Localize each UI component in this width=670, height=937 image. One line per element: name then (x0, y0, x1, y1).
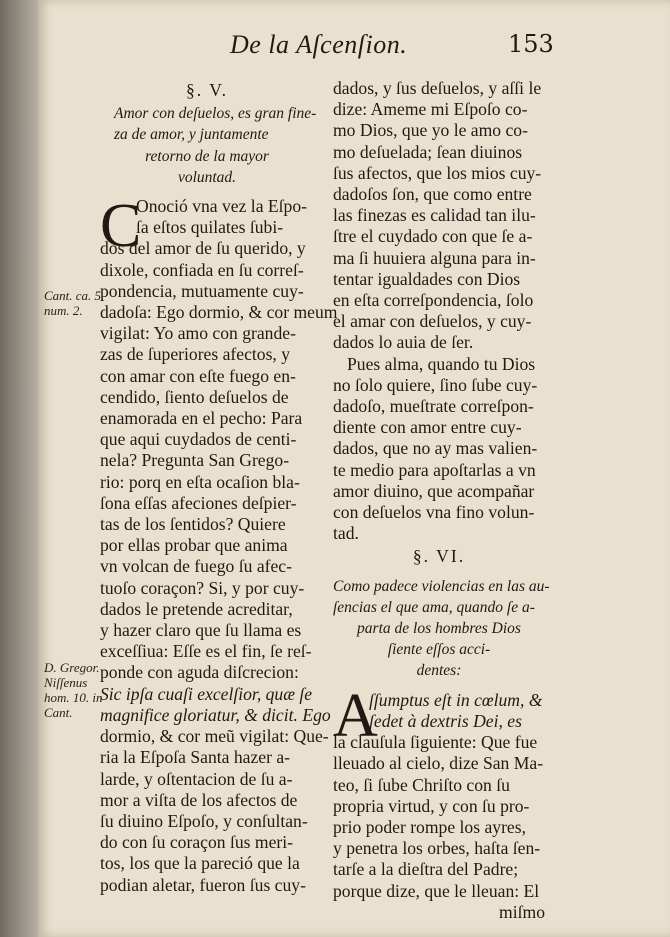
text-line: vigilat: Yo amo con grande- (100, 323, 296, 344)
section-heading: §. V. (185, 80, 229, 100)
marginal-line: Cant. (44, 705, 73, 720)
text-line: mo deſuelada; ſean diuinos (333, 141, 523, 162)
text-line: con amar con eſte fuego en- (100, 365, 296, 386)
text-line: tad. (333, 523, 359, 544)
text-line: mor a viſta de los afectos de (100, 789, 298, 810)
text-line: te medio para apoſtarlas a vn (333, 459, 536, 480)
drop-cap: A (333, 681, 378, 750)
marginal-line: Niſſenus (44, 675, 88, 690)
text-line: prio poder rompe los ayres, (333, 816, 526, 837)
text-line: ſus afectos, que los mios cuy- (333, 162, 542, 183)
text-line: no ſolo quiere, ſino ſube cuy- (333, 374, 538, 395)
section-summary-line: ſiente eſſos acci- (387, 641, 491, 659)
text-line: dixole, confiada en ſu correſ- (100, 259, 304, 280)
section-summary-line: voluntad. (177, 168, 237, 186)
text-line: cendido, ſiento deſuelos de (100, 386, 289, 407)
text-line: las finezas es calidad tan ilu- (333, 205, 536, 226)
text-line: tos, los que la pareció que la (100, 853, 300, 874)
marginal-line: hom. 10. in (44, 690, 103, 705)
text-line: dize: Ameme mi Eſpoſo co- (333, 99, 528, 120)
text-line: nela? Pregunta San Grego- (100, 450, 290, 471)
text-line: la clauſula ſiguiente: Que fue (333, 732, 538, 753)
marginal-note-cant (44, 288, 104, 318)
text-line: do con ſu coraçon ſus meri- (100, 832, 293, 853)
text-line: dados le pretende acreditar, (100, 598, 293, 619)
text-line: porque dize, que le lleuan: El (333, 880, 540, 901)
drop-cap: C (100, 192, 142, 261)
text-line: dadoſo, mueſtrate correſpon- (333, 396, 534, 417)
text-line: en eſta correſpondencia, ſolo (333, 290, 534, 311)
catchword: miſmo (499, 901, 545, 922)
text-line: propria virtud, y con ſu pro- (333, 795, 530, 816)
marginal-line: Cant. ca. 5. (44, 288, 105, 303)
page-number: 153 (508, 30, 554, 58)
text-line: y hazer claro que ſu llama es (100, 620, 302, 641)
left-column (100, 78, 338, 896)
text-line: y penetra los orbes, haſta ſen- (333, 838, 541, 859)
text-line: zas de ſuperiores afectos, y (100, 344, 291, 365)
section-summary-line: ſencias el que ama, quando ſe a- (333, 598, 535, 616)
text-line: dos del amor de ſu querido, y (100, 238, 306, 259)
text-line: ſedet à dextris Dei, es (369, 710, 522, 731)
text-line: Onoció vna vez la Eſpo- (136, 196, 307, 217)
section-summary-line: retorno de la mayor (145, 147, 269, 165)
text-line: ſu diuino Eſpoſo, y conſultan- (100, 810, 308, 831)
marginal-note-gregor (44, 660, 103, 720)
text-line: con deſuelos vna fino volun- (333, 502, 535, 523)
section-summary-line: dentes: (416, 662, 462, 680)
text-line: tarſe a la dieſtra del Padre; (333, 859, 519, 880)
section-summary-line: Amor con deſuelos, es gran fine- (114, 105, 317, 123)
section-summary-line: parta de los hombres Dios (357, 620, 521, 638)
text-line: enamorada en el pecho: Para (100, 408, 303, 429)
text-line: ſona eſſas afeciones deſpier- (100, 492, 297, 513)
section-heading: §. VI. (412, 546, 466, 567)
marginal-line: num. 2. (44, 303, 83, 318)
text-line: tas de los ſentidos? Quiere (100, 514, 286, 535)
text-line: el amar con deſuelos, y cuy- (333, 311, 532, 332)
text-line: ma ſi huuiera alguna para in- (333, 247, 536, 268)
text-line: dadoſa: Ego dormio, & cor meum (100, 302, 338, 323)
text-line: lleuado al cielo, dize San Ma- (333, 753, 544, 774)
text-line: ſſumptus eſt in cœlum, & (369, 689, 543, 710)
text-line: dadoſos ſon, que como entre (333, 184, 532, 205)
text-line: ria la Eſpoſa Santa hazer a- (100, 747, 291, 768)
text-line: ſtre el cuydado con que ſe a- (333, 226, 533, 247)
text-line: ponde con aguda diſcrecion: (100, 662, 299, 683)
text-line: amor diuino, que acompañar (333, 480, 535, 501)
text-line: magnifice gloriatur, & dicit. Ego (100, 704, 331, 725)
text-line: teo, ſi ſube Chriſto con ſu (333, 774, 510, 795)
text-line: que aqui cuydados de centi- (100, 429, 297, 450)
text-line: tentar igualdades con Dios (333, 268, 521, 289)
text-line: ſa eſtos quilates ſubi- (136, 217, 284, 238)
section-summary-line: Como padece violencias en las au- (333, 577, 550, 595)
text-line: dados, y ſus deſuelos, y aſſi le (333, 78, 542, 98)
right-column (333, 78, 550, 923)
text-line: larde, y oſtentacion de ſu a- (100, 768, 293, 789)
text-line: dados lo auia de ſer. (333, 332, 474, 353)
text-line: Sic ipſa cuaſi excelſior, quæ ſe (100, 683, 313, 704)
text-line: dados, que no ay mas valien- (333, 438, 538, 459)
book-gutter (0, 0, 38, 937)
text-line: por ellas probar que anima (100, 535, 288, 556)
text-line: Pues alma, quando tu Dios (347, 353, 536, 374)
running-head: De la Aſcenſion. (230, 30, 408, 59)
text-line: dormio, & cor meũ vigilat: Que- (100, 726, 329, 747)
section-summary-line: za de amor, y juntamente (114, 126, 269, 144)
text-line: exceſſiua: Eſſe es el fin, ſe reſ- (100, 641, 312, 662)
text-line: tuoſo coraçon? Si, y por cuy- (100, 577, 305, 598)
text-line: podian aletar, fueron ſus cuy- (100, 874, 306, 895)
text-line: diente con amor entre cuy- (333, 417, 522, 438)
text-line: mo Dios, que yo le amo co- (333, 120, 528, 141)
text-line: pondencia, mutuamente cuy- (100, 280, 304, 301)
marginal-line: D. Gregor. (44, 660, 100, 675)
text-line: rio: porq en eſta ocaſion bla- (100, 471, 300, 492)
text-line: vn volcan de fuego ſu afec- (100, 556, 292, 577)
